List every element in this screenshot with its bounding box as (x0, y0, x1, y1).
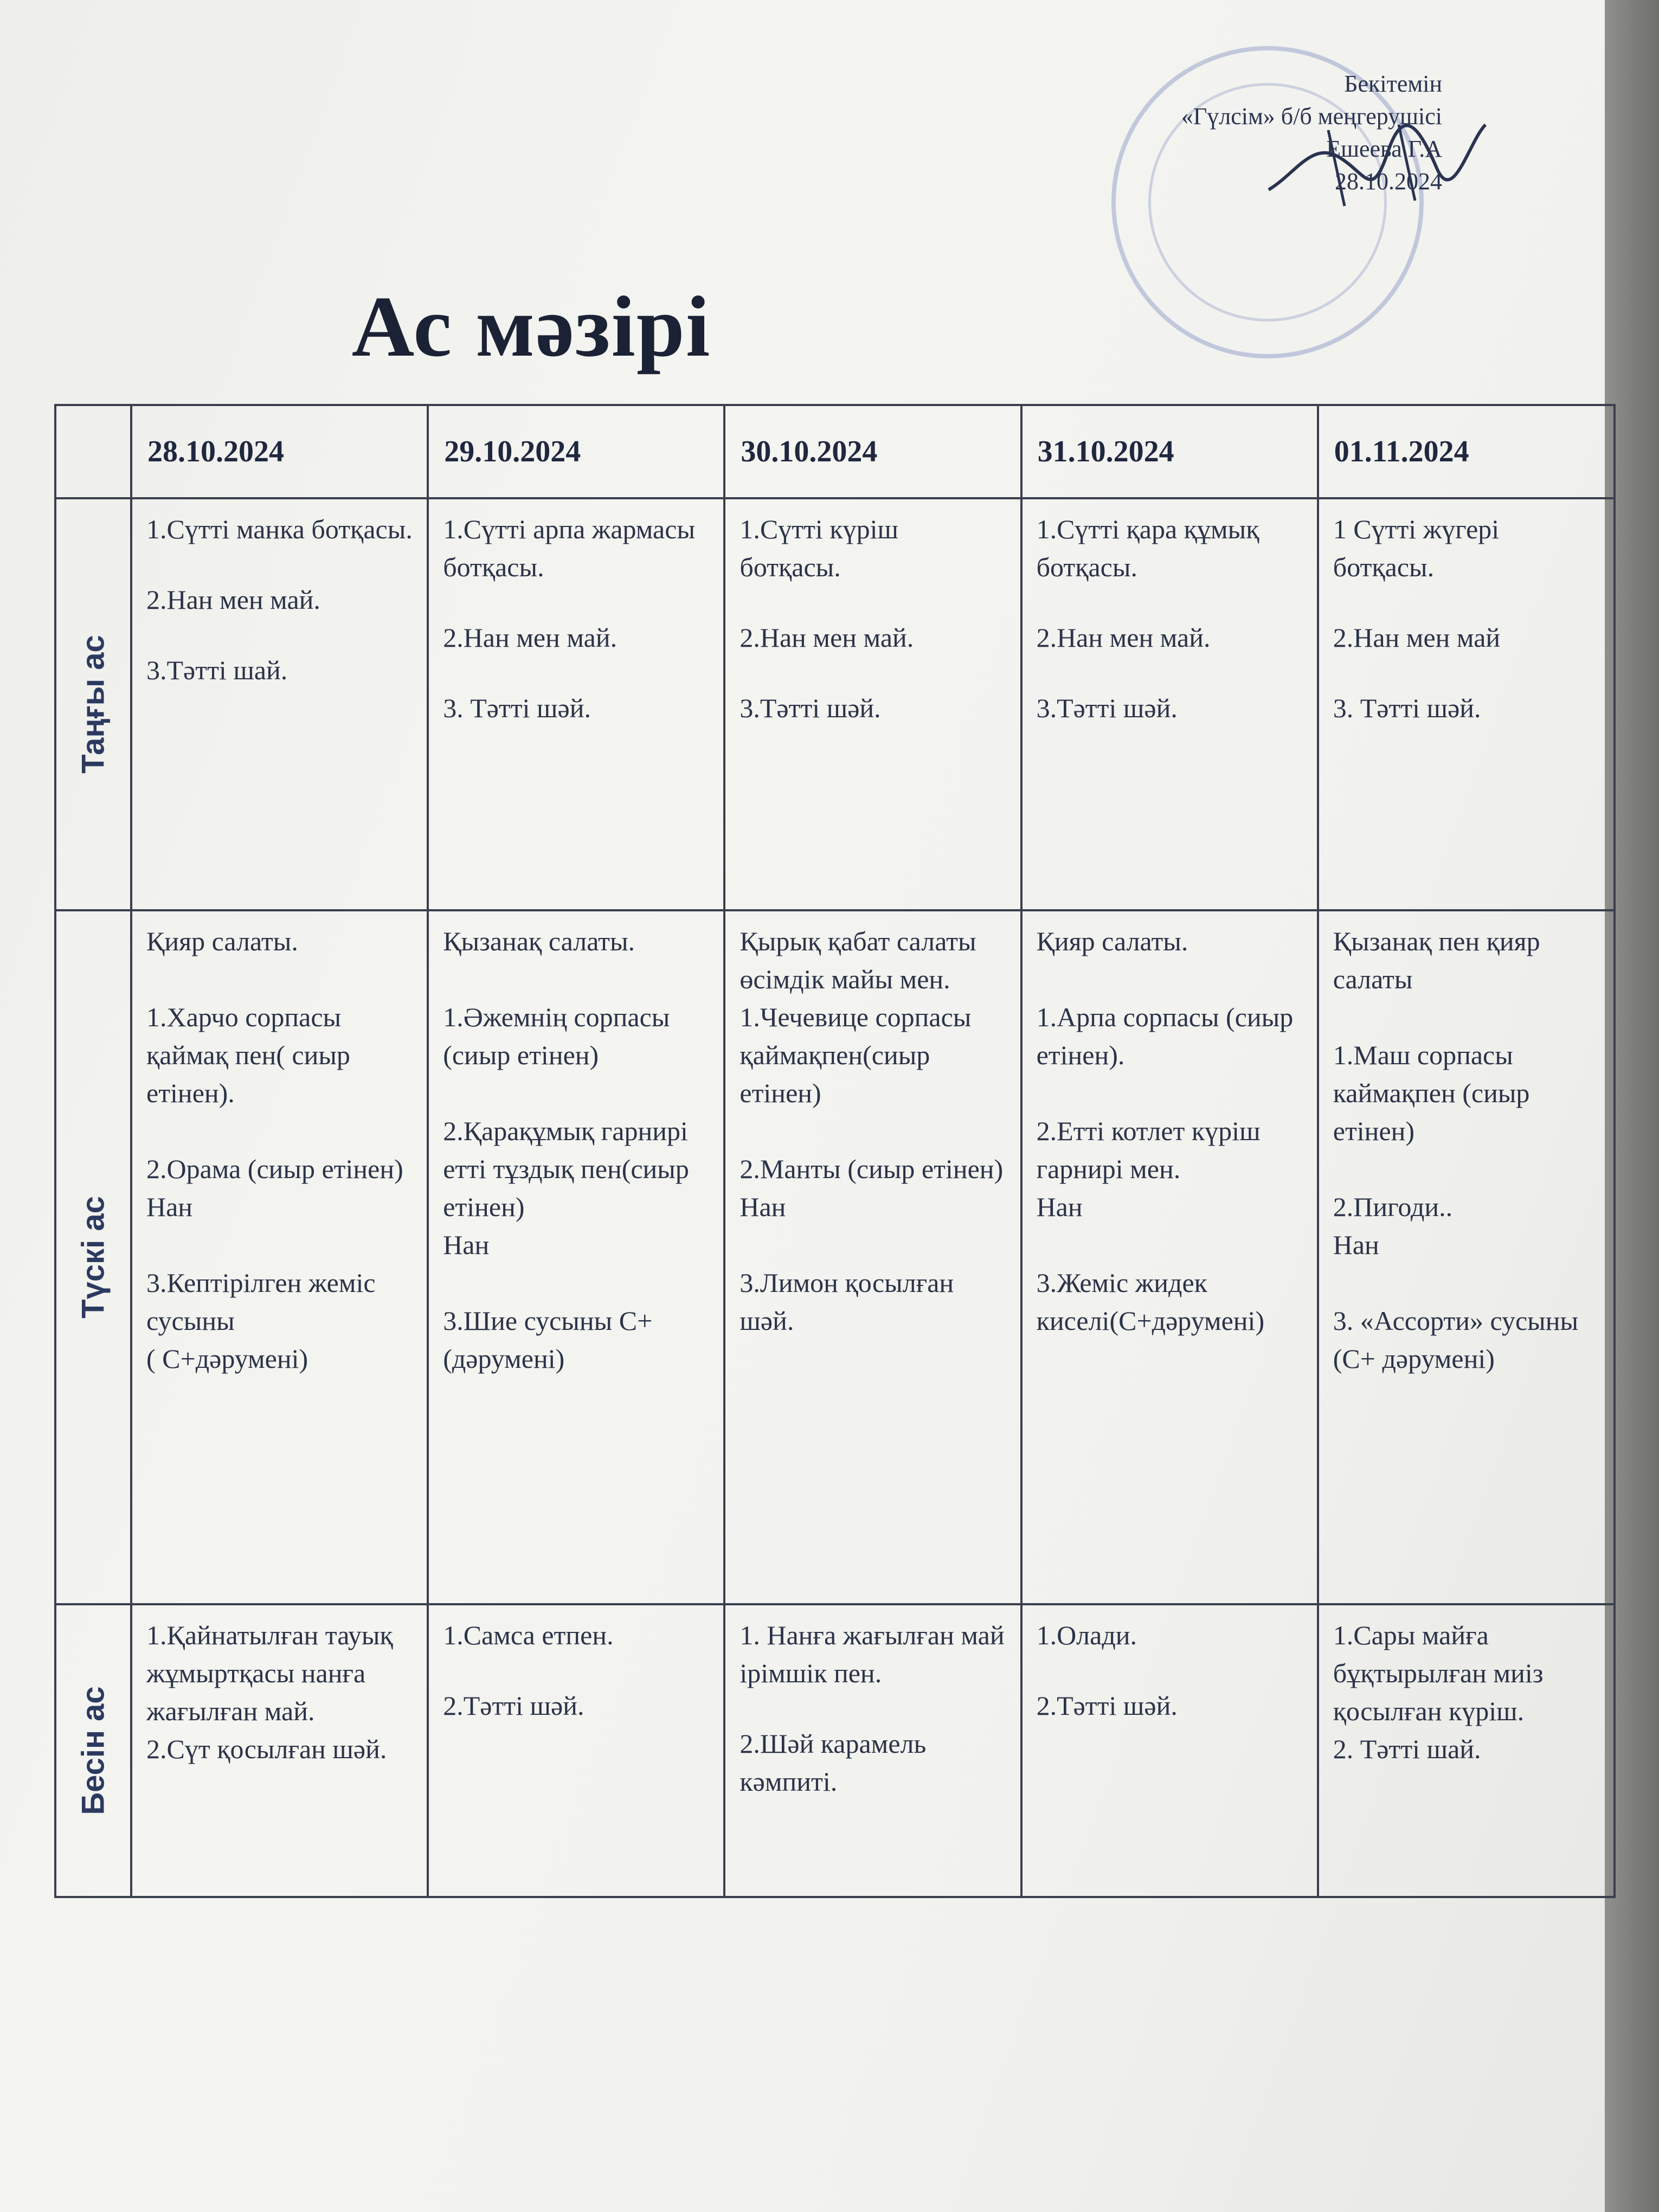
page-title (0, 276, 1659, 377)
menu-cell (428, 1604, 724, 1897)
menu-item: Қызанақ пен қияр салаты (1333, 926, 1540, 994)
menu-cell (131, 910, 428, 1604)
day-header: 28.10.2024 (131, 405, 428, 498)
menu-item: 3. Тәтті шәй. (443, 693, 591, 723)
approval-heading: Бекітемін (1344, 70, 1442, 97)
menu-item: Қияр салаты. (1036, 926, 1188, 956)
menu-item: 1.Олади. (1036, 1620, 1137, 1650)
day-header: 01.11.2024 (1318, 405, 1615, 498)
menu-cell (724, 910, 1021, 1604)
menu-item: 2.Тәтті шәй. (1036, 1690, 1178, 1721)
day-header: 30.10.2024 (724, 405, 1021, 498)
menu-item: 3.Лимон қосылған шәй. (740, 1268, 954, 1336)
table-row (55, 498, 1615, 910)
menu-item: 1.Харчо сорпасы қаймақ пен( сиыр етінен). (146, 1002, 350, 1108)
menu-cell (1021, 498, 1318, 910)
menu-item: 1.Маш сорпасы каймақпен (сиыр етінен) (1333, 1040, 1530, 1146)
menu-item: 1.Сүтті күріш ботқасы. (740, 514, 899, 582)
menu-item: 2.Пигоди.. Нан (1333, 1192, 1453, 1260)
table-corner-cell (55, 405, 131, 498)
approval-date: 28.10.2024 (1335, 168, 1442, 195)
meal-label: Бесін ас (75, 1686, 111, 1815)
menu-item: 2.Нан мен май. (740, 622, 914, 653)
menu-cell (1021, 910, 1318, 1604)
menu-cell (724, 1604, 1021, 1897)
menu-item: 2.Нан мен май (1333, 622, 1501, 653)
menu-item: 3.Тәтті шәй. (740, 693, 881, 723)
day-header: 31.10.2024 (1021, 405, 1318, 498)
menu-table (54, 404, 1616, 1898)
menu-item: 1 Сүтті жүгері ботқасы. (1333, 514, 1500, 582)
menu-cell (1318, 910, 1615, 1604)
menu-item: 1.Сүтті манка ботқасы. (146, 514, 413, 544)
menu-item: 2.Қарақұмық гарнирі етті тұздық пен(сиыр етінен) Нан (443, 1116, 689, 1260)
day-header: 29.10.2024 (428, 405, 724, 498)
menu-item: 2.Орама (сиыр етінен) Нан (146, 1154, 403, 1222)
menu-item: Қырық қабат салаты өсімдік майы мен. 1.Чечевице сорпасы қаймақпен(сиыр етінен) (740, 926, 976, 1108)
menu-item: 1.Қайнатылған тауық жұмыртқасы нанға жағылған май. 2.Сүт қосылған шәй. (146, 1620, 393, 1764)
menu-item: 1.Самса етпен. (443, 1620, 614, 1650)
menu-item: 1.Арпа сорпасы (сиыр етінен). (1036, 1002, 1294, 1070)
menu-cell (428, 910, 724, 1604)
meal-label-cell (55, 498, 131, 910)
menu-item: 3. Тәтті шәй. (1333, 693, 1481, 723)
menu-item: 1.Сүтті қара құмық ботқасы. (1036, 514, 1259, 582)
menu-item: 3.Тәтті шәй. (1036, 693, 1178, 723)
table-row (55, 1604, 1615, 1897)
approval-name: Ешеева Г.А (1326, 136, 1442, 162)
approval-position: «Гүлсім» б/б меңгерушісі (1181, 103, 1442, 130)
menu-item: 3. «Ассорти» сусыны (С+ дәрумені) (1333, 1306, 1579, 1374)
table-header-row (55, 405, 1615, 498)
menu-cell (1318, 498, 1615, 910)
menu-item: 3.Шие сусыны С+(дәрумені) (443, 1306, 653, 1374)
menu-item: Қияр салаты. (146, 926, 298, 956)
meal-label-cell (55, 1604, 131, 1897)
menu-item: 2.Нан мен май. (1036, 622, 1211, 653)
menu-item: 2.Нан мен май. (443, 622, 618, 653)
menu-item: 2.Етті котлет күріш гарнирі мен. Нан (1036, 1116, 1261, 1222)
menu-cell (131, 498, 428, 910)
approval-block (1019, 68, 1442, 198)
menu-item: 3.Кептірілген жеміс сусыны ( С+дәрумені) (146, 1268, 376, 1374)
menu-item: 2.Тәтті шәй. (443, 1690, 584, 1721)
menu-item: 1.Әжемнің сорпасы (сиыр етінен) (443, 1002, 670, 1070)
page-title-text: Ас мәзірі (351, 278, 711, 375)
menu-cell (1318, 1604, 1615, 1897)
meal-label-cell (55, 910, 131, 1604)
menu-cell (1021, 1604, 1318, 1897)
menu-item: 3.Жеміс жидек киселі(С+дәрумені) (1036, 1268, 1265, 1336)
menu-cell (428, 498, 724, 910)
menu-cell (724, 498, 1021, 910)
menu-cell (131, 1604, 428, 1897)
menu-item: 1. Нанға жағылған май ірімшік пен. (740, 1620, 1005, 1688)
menu-item: 1.Сүтті арпа жармасы ботқасы. (443, 514, 696, 582)
meal-label: Таңғы ас (75, 635, 111, 774)
menu-item: 1.Сары майға бұқтырылған миіз қосылған күріш. 2. Тәтті шай. (1333, 1620, 1544, 1764)
menu-item: 3.Тәтті шай. (146, 655, 288, 685)
table-row (55, 910, 1615, 1604)
menu-item: 2.Манты (сиыр етінен) Нан (740, 1154, 1004, 1222)
menu-item: 2.Нан мен май. (146, 584, 320, 615)
menu-item: 2.Шәй карамель кәмпиті. (740, 1728, 927, 1797)
meal-label: Түскі ас (75, 1196, 111, 1319)
menu-item: Қызанақ салаты. (443, 926, 635, 956)
